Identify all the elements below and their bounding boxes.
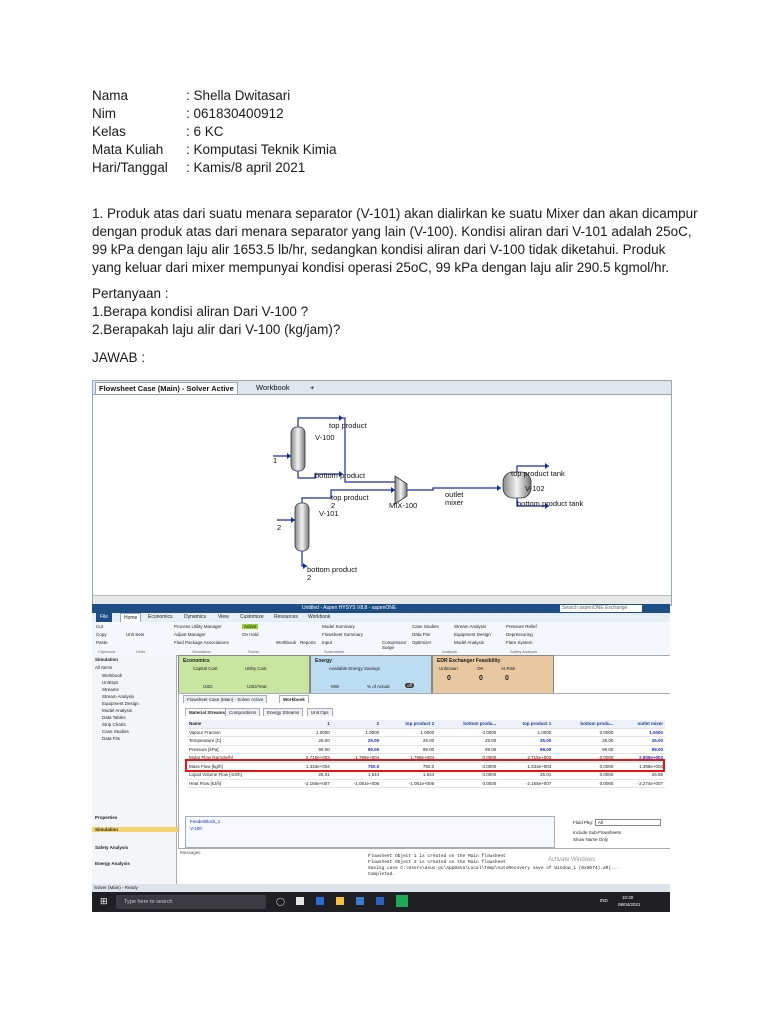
nav-workbook[interactable]: Workbook <box>102 673 123 678</box>
col-header: 1 <box>282 720 331 728</box>
table-cell[interactable]: 0.0000 <box>436 779 498 788</box>
edr-panel <box>432 655 554 695</box>
nav-equipment-design[interactable]: Equipment Design <box>102 701 139 706</box>
messages-pane <box>178 848 670 885</box>
nav-strip-charts[interactable]: Strip Charts <box>102 722 126 727</box>
folder-icon[interactable] <box>336 897 344 905</box>
pressure-relief-button[interactable]: Pressure Relief <box>506 624 537 629</box>
message-line: Saving case C:\Users\asus-pc\AppData\Local\Temp\AutoRecovery save of Window_1 (0x9D74).aR(... <box>368 866 620 871</box>
col-header: 2 <box>332 720 381 728</box>
table-cell[interactable]: 750.0 <box>381 762 436 771</box>
data-fits-button[interactable]: Data Fits <box>412 632 431 637</box>
table-row <box>187 745 665 754</box>
col-header: Name <box>187 720 282 728</box>
search-input[interactable]: Search aspenONE Exchange <box>560 605 642 612</box>
windows-start-icon[interactable]: ⊞ <box>100 896 108 906</box>
info-value-kelas: : 6 KC <box>186 124 224 139</box>
workbook-button[interactable]: Workbook <box>276 640 297 645</box>
table-cell[interactable]: 2.715e+003 <box>282 754 331 763</box>
flare-system-button[interactable]: Flare System <box>506 640 533 645</box>
fluid-pkg-label: Fluid Pkg: <box>573 820 594 825</box>
mixer-icon[interactable] <box>395 476 407 504</box>
table-cell[interactable]: 25.00 <box>381 737 436 746</box>
feeder-block-label: FeederBlock_1 <box>190 819 221 824</box>
label-v100: V-100 <box>315 433 335 442</box>
word-icon[interactable] <box>376 897 384 905</box>
table-cell[interactable]: 1.333e+004 <box>282 762 331 771</box>
table-cell[interactable]: 1.0000 <box>332 728 381 737</box>
nav-streams[interactable]: Streams <box>102 687 119 692</box>
edr-ok-label: OK <box>477 666 484 671</box>
flowsheet-summary-button[interactable]: Flowsheet Summary <box>322 632 364 637</box>
table-cell[interactable]: 25.00 <box>436 737 498 746</box>
stream-num-2: 2 <box>331 501 336 510</box>
table-cell[interactable]: 99.00 <box>553 745 615 754</box>
row-label: Molar Flow [kgmole/h] <box>187 754 282 763</box>
table-cell[interactable]: 25.01 <box>282 771 331 780</box>
energy-savings-label: Available Energy Savings <box>329 666 380 671</box>
task-view-icon[interactable]: ◯ <box>276 897 285 906</box>
tab-customize[interactable]: Customize <box>240 614 264 620</box>
table-cell[interactable]: -2.165e+007 <box>282 779 331 788</box>
nav-simulation[interactable]: Simulation <box>92 827 179 832</box>
stream-num-2b: 2 <box>307 573 312 582</box>
case-studies-button[interactable]: Case Studies <box>412 624 439 629</box>
compressor-surge-button[interactable]: Compressor Surge <box>382 640 407 650</box>
row-label: Pressure [kPa] <box>187 745 282 754</box>
row-label: Vapour Fraction <box>187 728 282 737</box>
stream-bottom-product-2[interactable]: bottom product <box>307 565 358 574</box>
info-value-name: : Shella Dwitasari <box>186 88 291 103</box>
stream-analysis-button[interactable]: Stream Analysis <box>454 624 487 629</box>
nav-title: Simulation <box>95 657 119 662</box>
tab-home[interactable]: Home <box>120 613 141 623</box>
answer-label: JAWAB : <box>92 350 146 365</box>
edge-icon[interactable] <box>316 897 324 905</box>
energy-toggle[interactable]: off <box>407 683 412 688</box>
table-cell[interactable]: 2.905e+003 <box>615 754 665 763</box>
tab-add-button[interactable]: + <box>310 383 315 392</box>
tab-workbook[interactable]: Workbook <box>256 383 290 392</box>
percent-actual-label: % of Actual <box>367 684 390 689</box>
group-solver: Solver <box>248 649 260 654</box>
message-line: Flowsheet Object 2 is created on the Main flowsheet <box>368 860 506 865</box>
reports-button[interactable]: Reports <box>300 640 316 645</box>
tab-dynamics[interactable]: Dynamics <box>184 614 206 620</box>
flowsheet-tabbar <box>93 381 671 395</box>
table-cell[interactable]: 1.0000 <box>282 728 331 737</box>
table-cell[interactable]: 25.00 <box>615 737 665 746</box>
table-cell[interactable]: 26.55 <box>615 771 665 780</box>
hysys-screenshot <box>92 604 670 912</box>
depressuring-button[interactable]: Depressuring <box>506 632 533 637</box>
tab-file[interactable]: File <box>96 613 112 622</box>
table-cell[interactable]: 0.0000 <box>436 762 498 771</box>
tab-workbook[interactable]: Workbook <box>279 695 309 703</box>
row-label: Temperature [C] <box>187 737 282 746</box>
table-cell[interactable]: 99.00 <box>282 745 331 754</box>
nav-case-studies[interactable]: Case Studies <box>102 729 129 734</box>
tab-compositions[interactable]: Compositions <box>225 708 260 716</box>
app-title: Untitled - Aspen HYSYS V8.8 - aspenONE <box>302 605 397 611</box>
col-header: bottom produ... <box>553 720 615 728</box>
table-row <box>187 728 665 737</box>
nav-stream-analysis[interactable]: Stream Analysis <box>102 694 135 699</box>
table-cell[interactable]: 0.0000 <box>436 728 498 737</box>
table-cell[interactable]: 0.0000 <box>553 762 615 771</box>
table-cell[interactable]: 25.00 <box>498 737 553 746</box>
label-v101: V-101 <box>319 509 339 518</box>
stream-outlet-mixer[interactable]: outlet mixer <box>445 490 464 507</box>
ribbon-tabs <box>92 613 670 622</box>
info-value-nim: : 061830400912 <box>186 106 284 121</box>
table-cell[interactable]: 1.333e+004 <box>498 762 553 771</box>
nav-data-fits[interactable]: Data Fits <box>102 736 121 741</box>
separator-v101-icon[interactable] <box>295 503 309 551</box>
table-cell[interactable]: 99.00 <box>615 745 665 754</box>
question-item: 2.Berapakah laju alir dari V-100 (kg/jam)? <box>92 322 341 337</box>
table-cell[interactable]: 99.00 <box>381 745 436 754</box>
model-analysis-button[interactable]: Model Analysis <box>454 640 485 645</box>
table-cell[interactable]: 0.0000 <box>436 754 498 763</box>
table-cell[interactable]: 99.00 <box>332 745 381 754</box>
table-cell[interactable]: -2.274e+007 <box>615 779 665 788</box>
separator-v100-icon[interactable] <box>291 427 305 471</box>
nav-data-tables[interactable]: Data Tables <box>102 715 126 720</box>
edr-at-risk-value: 0 <box>505 675 509 682</box>
table-cell[interactable]: 99.00 <box>498 745 553 754</box>
clock-date[interactable]: 08/04/2021 <box>618 902 641 907</box>
col-header: top product 1 <box>498 720 553 728</box>
feeder-block-box <box>185 816 555 848</box>
mw-label: MW <box>331 684 339 689</box>
tab-flowsheet-case[interactable]: Flowsheet Case (Main) - Solver Active <box>183 695 267 703</box>
table-cell[interactable]: 1.799e+004 <box>332 754 381 763</box>
taskbar-search-input[interactable]: Type here to search <box>116 895 266 909</box>
info-label-matkul: Mata Kuliah <box>92 142 164 157</box>
language-indicator[interactable]: IND <box>600 898 608 903</box>
adjust-manager-button[interactable]: Adjust Manager <box>174 632 206 637</box>
clock-time[interactable]: 10:30 <box>622 895 634 900</box>
table-row <box>187 779 665 788</box>
edr-ok-value: 0 <box>479 675 483 682</box>
nav-properties[interactable]: Properties <box>95 815 118 820</box>
nav-all-items[interactable]: All Items <box>95 665 113 670</box>
table-cell[interactable]: 2.715e+003 <box>498 754 553 763</box>
table-cell[interactable]: 0.0000 <box>553 779 615 788</box>
table-cell[interactable]: 1.0000 <box>498 728 553 737</box>
problem-line: dengan produk atas dari menara separator yang lain (V-100). Kondisi aliran dari V-101 adalah 25oC, <box>92 224 692 239</box>
tab-economics[interactable]: Economics <box>148 614 173 620</box>
table-cell[interactable]: -1.081e+006 <box>332 779 381 788</box>
table-cell[interactable]: 25.00 <box>553 737 615 746</box>
tab-view[interactable]: View <box>218 614 229 620</box>
nav-unitops[interactable]: UnitOps <box>102 680 119 685</box>
energy-title: Energy <box>315 658 332 664</box>
highlight-box <box>185 759 665 772</box>
row-label: Liquid Volume Flow [m3/h] <box>187 771 282 780</box>
label-mixer: MIX-100 <box>389 501 418 510</box>
nav-model-analysis[interactable]: Model Analysis <box>102 708 133 713</box>
ribbon <box>92 622 670 656</box>
input-button[interactable]: Input <box>322 640 333 645</box>
col-header: outlet mixer <box>615 720 665 728</box>
table-cell[interactable]: 25.00 <box>332 737 381 746</box>
paste-button[interactable]: Paste <box>96 640 108 645</box>
table-cell[interactable]: 750.0 <box>332 762 381 771</box>
stream-bottom-product[interactable]: bottom product <box>315 471 366 480</box>
table-cell[interactable]: 0.0000 <box>553 754 615 763</box>
windows-taskbar <box>92 892 670 912</box>
tab-workbook[interactable]: Workbook <box>308 614 331 620</box>
nav-energy-analysis[interactable]: Energy Analysis <box>95 861 130 866</box>
fluid-pkg-select[interactable]: All <box>595 819 661 826</box>
stream-top-product[interactable]: top product <box>329 421 367 430</box>
table-cell[interactable]: 1.799e+004 <box>381 754 436 763</box>
info-value-tanggal: : Kamis/8 april 2021 <box>186 160 306 175</box>
unit-sets-button[interactable]: Unit Sets <box>126 632 145 637</box>
table-cell[interactable]: 1.544 <box>381 771 436 780</box>
group-analysis: Analysis <box>442 649 457 654</box>
optimizer-button[interactable]: Optimizer <box>412 640 432 645</box>
tab-energy-streams[interactable]: Energy Streams <box>263 708 303 716</box>
edr-title: EDR Exchanger Feasibility <box>437 658 501 664</box>
group-safety-analysis: Safety Analysis <box>510 649 538 654</box>
tab-material-streams[interactable]: Material Streams <box>185 708 229 716</box>
status-bar <box>92 884 670 892</box>
problem-line: 1. Produk atas dari suatu menara separator (V-101) akan dialirkan ke suatu Mixer dan akan dicampur <box>92 206 698 221</box>
info-label-name: Nama <box>92 88 129 103</box>
taskbar-app-icon[interactable] <box>296 897 304 905</box>
stream-top-product-tank[interactable]: top product tank <box>511 469 565 478</box>
usd-year-label: USD/Year <box>247 684 267 689</box>
row-label: Heat Flow [kJ/h] <box>187 779 282 788</box>
questions-heading: Pertanyaan : <box>92 286 169 301</box>
message-line: Completed. <box>368 872 396 877</box>
table-cell[interactable]: 1.0000 <box>615 728 665 737</box>
table-cell[interactable]: 0.0000 <box>553 728 615 737</box>
equipment-design-button[interactable]: Equipment Design <box>454 632 491 637</box>
solver-active-button[interactable]: Active <box>244 624 257 629</box>
col-header: top product 2 <box>381 720 436 728</box>
problem-line: 99 kPa dengan laju alir 1653.5 lb/hr, sedangkan kondisi aliran dari V-100 tidak diketahui. Produk <box>92 242 666 257</box>
messages-label: Messages <box>180 850 201 855</box>
usd-label: USD <box>203 684 213 689</box>
question-item: 1.Berapa kondisi aliran Dari V-100 ? <box>92 304 309 319</box>
table-header-row <box>187 720 665 728</box>
message-line: Flowsheet Object 1 is created on the Main flowsheet <box>368 854 506 859</box>
capital-cost-label: Capital Cost <box>193 666 218 671</box>
info-value-matkul: : Komputasi Teknik Kimia <box>186 142 337 157</box>
stream-bottom-product-tank[interactable]: bottom product tank <box>517 499 584 508</box>
solver-status: Solver (Main) - Ready <box>94 885 138 890</box>
edr-at-risk-label: At Risk <box>501 666 516 671</box>
flowsheet-screenshot <box>92 380 672 606</box>
stream-2[interactable]: 2 <box>277 523 282 532</box>
copy-button[interactable]: Copy <box>96 632 107 637</box>
nav-safety-analysis[interactable]: Safety Analysis <box>95 845 129 850</box>
table-cell[interactable]: 0.0000 <box>553 771 615 780</box>
table-cell[interactable]: 1.0000 <box>381 728 436 737</box>
flowsheet-diagram <box>93 394 671 606</box>
table-cell[interactable]: -2.165e+007 <box>498 779 553 788</box>
row-label: Mass Flow [kg/h] <box>187 762 282 771</box>
tab-resources[interactable]: Resources <box>274 614 298 620</box>
group-summaries: Summaries <box>324 649 345 654</box>
fluid-package-associations-button[interactable]: Fluid Package Associations <box>174 640 229 645</box>
stream-top-product-2[interactable]: top product <box>331 493 369 502</box>
stream-1[interactable]: 1 <box>273 456 278 465</box>
edr-unknown-label: Unknown <box>439 666 458 671</box>
tab-flowsheet-case[interactable]: Flowsheet Case (Main) - Solver Active <box>95 382 238 394</box>
table-cell[interactable]: 99.00 <box>436 745 498 754</box>
material-streams-table <box>187 720 665 788</box>
hysys-icon[interactable] <box>396 895 408 907</box>
info-label-kelas: Kelas <box>92 124 126 139</box>
process-utility-manager-button[interactable]: Process Utility Manager <box>174 624 222 629</box>
energy-panel <box>310 655 432 695</box>
tab-unit-ops[interactable]: Unit Ops <box>307 708 333 716</box>
table-cell[interactable]: -1.081e+006 <box>381 779 436 788</box>
problem-line: yang keluar dari mixer mempunyai kondisi operasi 25oC, 99 kPa dengan laju alir 290.5 kgmol/hr. <box>92 260 670 275</box>
edr-unknown-value: 0 <box>447 675 451 682</box>
table-cell[interactable]: 25.00 <box>282 737 331 746</box>
feeder-v100-label: V-100 <box>190 826 202 831</box>
solver-on-hold-button[interactable]: On Hold <box>242 632 259 637</box>
cut-button[interactable]: Cut <box>96 624 104 629</box>
table-cell[interactable]: 1.398e+004 <box>615 762 665 771</box>
col-header: bottom produ... <box>436 720 498 728</box>
info-label-nim: Nim <box>92 106 116 121</box>
utility-cost-label: Utility Cost <box>245 666 267 671</box>
group-clipboard: Clipboard <box>98 649 116 654</box>
group-units: Units <box>136 649 146 654</box>
table-cell[interactable]: 0.0000 <box>436 771 498 780</box>
app-titlebar <box>92 604 670 613</box>
store-icon[interactable] <box>356 897 364 905</box>
label-v102: V-102 <box>525 484 545 493</box>
include-subflowsheets-checkbox[interactable]: Include Sub-Flowsheets <box>573 830 622 835</box>
economics-panel <box>178 655 310 695</box>
navigation-pane <box>92 655 177 884</box>
show-name-only-checkbox[interactable]: Show Name Only <box>573 837 609 842</box>
group-simulation: Simulation <box>192 649 211 654</box>
economics-title: Economics <box>183 658 210 664</box>
info-label-tanggal: Hari/Tanggal <box>92 160 168 175</box>
model-summary-button[interactable]: Model Summary <box>322 624 355 629</box>
table-cell[interactable]: 1.544 <box>332 771 381 780</box>
table-cell[interactable]: 25.01 <box>498 771 553 780</box>
table-row <box>187 737 665 746</box>
activate-windows-watermark: Activate Windows <box>548 857 596 863</box>
